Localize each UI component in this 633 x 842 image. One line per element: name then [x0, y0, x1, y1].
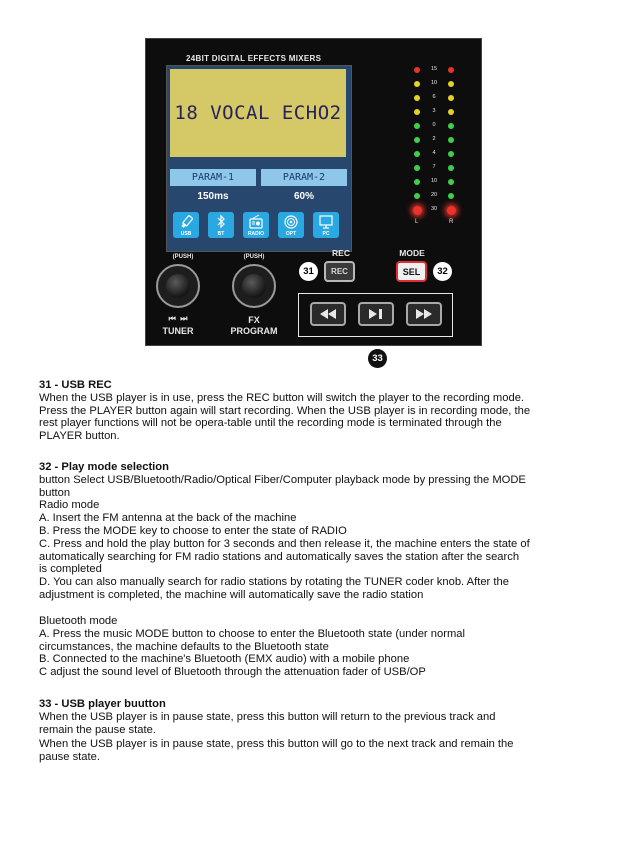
bluetooth-line: Bluetooth mode: [39, 615, 118, 627]
vu-scale-label: 4: [432, 150, 436, 156]
vu-led-right: [448, 151, 454, 157]
vu-led-left: [414, 123, 420, 129]
source-radio-label: RADIO: [247, 231, 265, 237]
vu-led-left: [414, 81, 420, 87]
mode-heading: MODE: [399, 248, 425, 258]
section-31: [39, 379, 594, 443]
section-31-line: When the USB player is in use, press the REC button will switch the player to the recording mode.: [39, 391, 525, 404]
section-32-line: D. You can also manually search for radio stations by rotating the TUNER coder knob. After the: [39, 576, 509, 589]
vu-led-right: [448, 193, 454, 199]
section-32-line: A. Insert the FM antenna at the back of the machine: [39, 512, 297, 525]
source-opt-button[interactable]: [278, 212, 304, 238]
section-32-line: C. Press and hold the play button for 3 seconds and then release it, the machine enters the state of: [39, 537, 530, 550]
vu-led-left: [414, 165, 420, 171]
section-32-line: automatically searching for FM radio stations and automatically saves the station after the search: [39, 550, 520, 563]
source-radio-button[interactable]: [243, 212, 269, 238]
tuner-knob[interactable]: [156, 264, 200, 308]
usb-stick-icon: [178, 214, 194, 230]
vu-led-left: [414, 67, 420, 73]
previous-track-button[interactable]: [310, 302, 346, 326]
section-33-line: remain the pause state.: [39, 723, 156, 736]
vu-led-right: [448, 123, 454, 129]
section-32: [39, 461, 594, 602]
section-33-line: When the USB player is in pause state, press this button will return to the previous track and: [39, 710, 496, 723]
vu-scale-label: 0: [432, 122, 436, 128]
vu-scale-label: 20: [430, 192, 438, 198]
vu-led-right: [448, 165, 454, 171]
source-bt-button[interactable]: [208, 212, 234, 238]
vu-scale-label: 7: [432, 164, 436, 170]
param2-value: 60%: [293, 190, 314, 202]
vu-led-right: [448, 81, 454, 87]
fast-forward-icon: [416, 309, 432, 319]
source-pc-label: PC: [322, 231, 330, 237]
section-33: [39, 698, 594, 764]
param1-value: 150ms: [197, 190, 229, 202]
vu-led-left: [414, 137, 420, 143]
bluetooth-line: B. Connected to the machine's Bluetooth (EMX audio) with a mobile phone: [39, 653, 410, 666]
vu-scale-label: 10: [430, 178, 438, 184]
mode-sel-button[interactable]: SEL: [396, 261, 427, 282]
program-label: PROGRAM: [230, 326, 278, 336]
param2-label: PARAM-2: [261, 169, 347, 186]
rec-button[interactable]: REC: [324, 261, 355, 282]
section-32-line: is completed: [39, 563, 102, 576]
mixer-control-panel: [145, 38, 482, 346]
section-32-line: B. Press the MODE key to choose to enter the state of RADIO: [39, 524, 347, 537]
tuner-push-label: (PUSH): [172, 254, 194, 260]
vu-led-right: [448, 109, 454, 115]
bluetooth-icon: [213, 214, 229, 230]
callout-32: 32: [433, 262, 452, 281]
transport-controls: [298, 293, 453, 337]
source-usb-label: USB: [180, 231, 192, 237]
section-32-line: button Select USB/Bluetooth/Radio/Optical Fiber/Computer playback mode by pressing the MODE: [39, 473, 526, 486]
bluetooth-line: circumstances, the machine defaults to the Bluetooth state: [39, 640, 329, 653]
callout-33: 33: [368, 349, 387, 368]
fx-push-label: (PUSH): [243, 254, 265, 260]
vu-led-left: [414, 109, 420, 115]
panel-title: 24BIT DIGITAL EFFECTS MIXERS: [186, 54, 322, 63]
section-32-line: button: [39, 486, 71, 499]
section-31-line: Press the PLAYER button again will start recording. When the USB player is in recording mode, the: [39, 404, 531, 417]
source-usb-button[interactable]: [173, 212, 199, 238]
vu-led-left: [414, 193, 420, 199]
vu-left-label: L: [415, 219, 419, 225]
section-32-heading: 32 - Play mode selection: [39, 461, 169, 473]
source-pc-button[interactable]: [313, 212, 339, 238]
vu-led-left: [413, 206, 422, 215]
vu-scale-label: 3: [432, 108, 436, 114]
bluetooth-line: C adjust the sound level of Bluetooth through the attenuation fader of USB/OP: [39, 666, 426, 679]
section-31-heading: 31 - USB REC: [39, 379, 112, 391]
vu-led-left: [414, 151, 420, 157]
fx-label: FX: [248, 315, 260, 325]
section-32-line: adjustment is completed, the machine will automatically save the radio station: [39, 588, 424, 601]
section-33-line: pause state.: [39, 751, 100, 764]
play-pause-icon: [369, 309, 383, 319]
section-32-line: Radio mode: [39, 499, 100, 512]
rewind-icon: [320, 309, 336, 319]
source-bt-label: BT: [217, 231, 225, 237]
section-32-bluetooth: [39, 615, 594, 679]
vu-led-right: [448, 95, 454, 101]
vu-led-left: [414, 179, 420, 185]
tuner-skip-icons: ⏮ ⏭: [168, 314, 188, 323]
param1-label: PARAM-1: [170, 169, 256, 186]
source-opt-label: OPT: [285, 231, 297, 237]
play-pause-button[interactable]: [358, 302, 394, 326]
section-31-line: PLAYER button.: [39, 430, 120, 443]
radio-icon: [248, 214, 264, 230]
vu-led-left: [414, 95, 420, 101]
fx-program-knob[interactable]: [232, 264, 276, 308]
vu-led-right: [448, 67, 454, 73]
lcd-effect-display: 18 VOCAL ECHO2: [170, 69, 346, 157]
vu-scale-label: 6: [432, 94, 436, 100]
callout-31: 31: [299, 262, 318, 281]
vu-scale-label: 30: [430, 206, 438, 212]
section-33-line: When the USB player is in pause state, press this button will go to the next track and remain the: [39, 738, 514, 751]
tuner-label: TUNER: [162, 326, 194, 336]
section-33-heading: 33 - USB player buutton: [39, 698, 166, 710]
rec-heading: REC: [332, 248, 350, 258]
vu-scale-label: 10: [430, 80, 438, 86]
monitor-icon: [318, 214, 334, 230]
section-31-line: rest player functions will not be opera-table until the recording mode is terminated through the: [39, 417, 502, 430]
lcd-screen: [166, 65, 352, 252]
optical-icon: [283, 214, 299, 230]
vu-scale-label: 2: [432, 136, 436, 142]
vu-led-right: [447, 206, 456, 215]
next-track-button[interactable]: [406, 302, 442, 326]
vu-led-right: [448, 137, 454, 143]
vu-led-right: [448, 179, 454, 185]
bluetooth-line: A. Press the music MODE button to choose to enter the Bluetooth state (under normal: [39, 627, 465, 640]
vu-right-label: R: [449, 219, 454, 225]
vu-scale-label: 15: [430, 66, 438, 72]
